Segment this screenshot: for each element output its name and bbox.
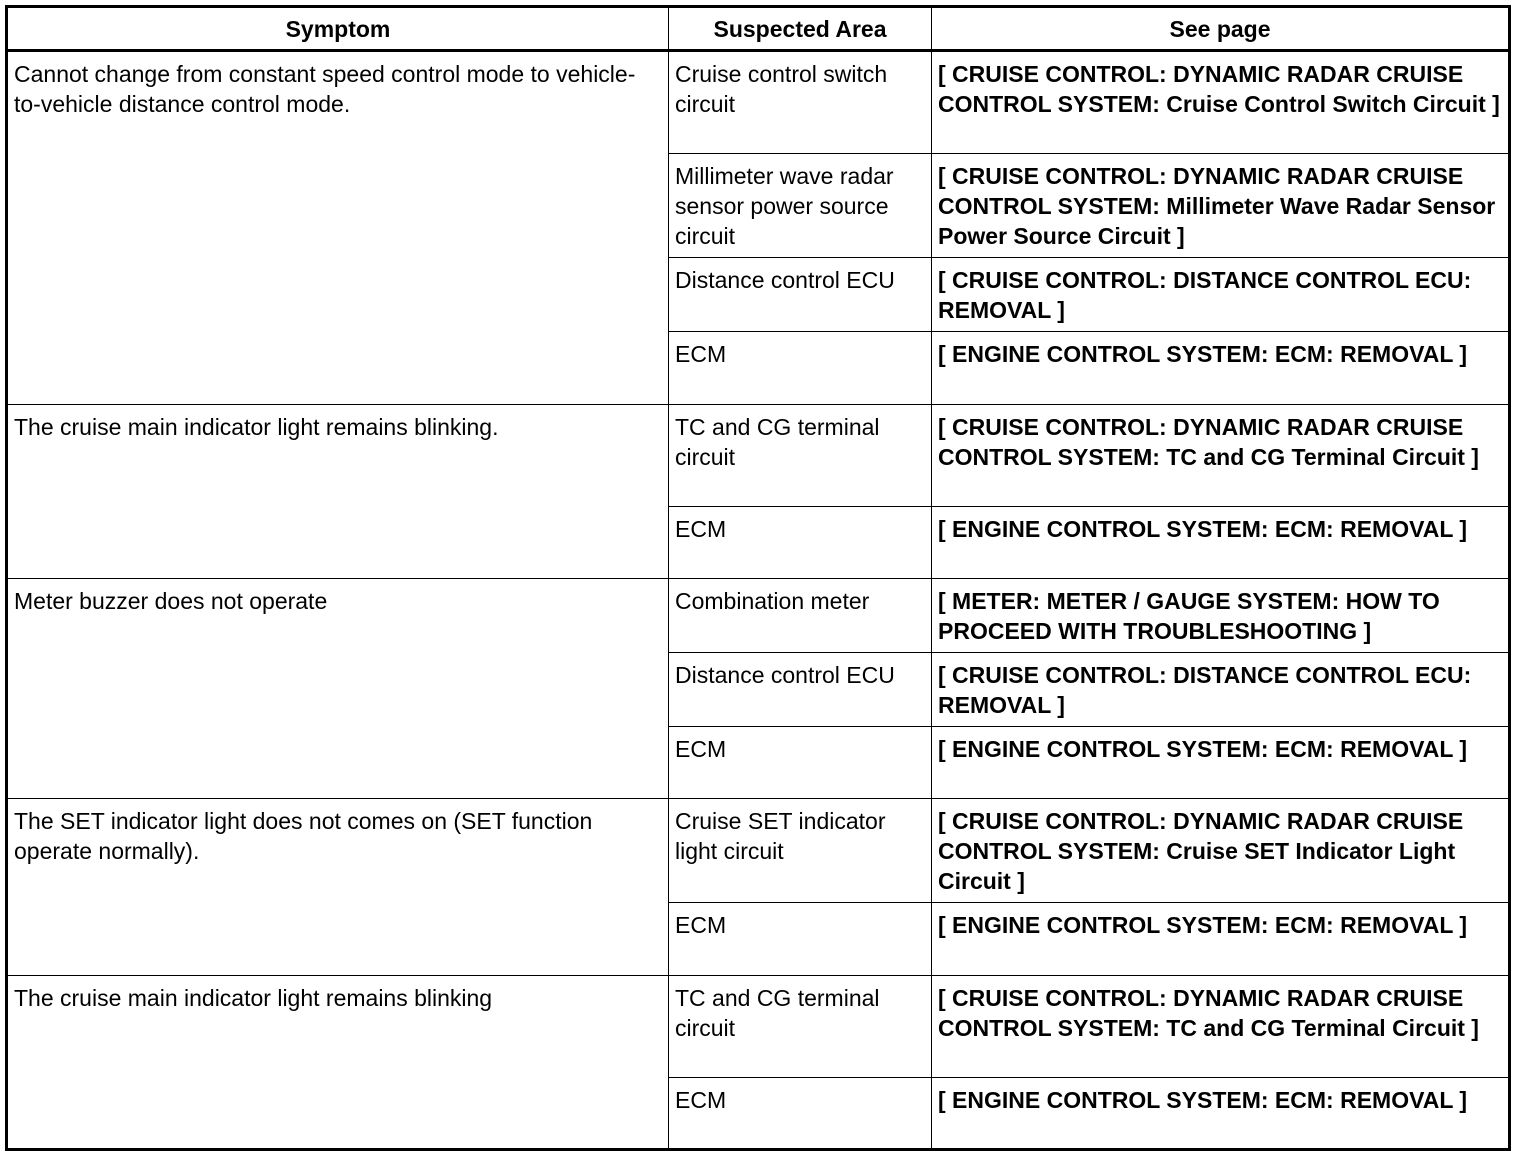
table-row (7, 579, 1510, 653)
table-row (7, 799, 1510, 903)
suspected-area-cell: Cruise control switch circuit (669, 51, 932, 154)
table-row (7, 51, 1510, 154)
suspected-area-cell: Millimeter wave radar sensor power source circuit (669, 154, 932, 258)
see-page-link[interactable]: [ CRUISE CONTROL: DISTANCE CONTROL ECU: REMOVAL ] (932, 258, 1510, 332)
suspected-area-cell: Distance control ECU (669, 653, 932, 727)
see-page-link[interactable]: [ CRUISE CONTROL: DISTANCE CONTROL ECU: REMOVAL ] (932, 653, 1510, 727)
suspected-area-cell: ECM (669, 332, 932, 405)
symptom-cell: The cruise main indicator light remains blinking. (7, 405, 669, 579)
see-page-link[interactable]: [ ENGINE CONTROL SYSTEM: ECM: REMOVAL ] (932, 727, 1510, 799)
troubleshooting-table (5, 5, 1511, 1151)
header-symptom: Symptom (7, 7, 669, 51)
symptom-cell: The SET indicator light does not comes on (SET function operate normally). (7, 799, 669, 976)
see-page-link[interactable]: [ ENGINE CONTROL SYSTEM: ECM: REMOVAL ] (932, 903, 1510, 976)
suspected-area-cell: TC and CG terminal circuit (669, 976, 932, 1078)
suspected-area-cell: Combination meter (669, 579, 932, 653)
symptom-cell: The cruise main indicator light remains blinking (7, 976, 669, 1150)
see-page-link[interactable]: [ CRUISE CONTROL: DYNAMIC RADAR CRUISE CONTROL SYSTEM: TC and CG Terminal Circuit ] (932, 405, 1510, 507)
suspected-area-cell: ECM (669, 1078, 932, 1150)
see-page-link[interactable]: [ CRUISE CONTROL: DYNAMIC RADAR CRUISE CONTROL SYSTEM: Millimeter Wave Radar Sensor Power Source Circuit ] (932, 154, 1510, 258)
suspected-area-cell: Distance control ECU (669, 258, 932, 332)
symptom-cell: Cannot change from constant speed control mode to vehicle-to-vehicle distance control mode. (7, 51, 669, 405)
see-page-link[interactable]: [ CRUISE CONTROL: DYNAMIC RADAR CRUISE CONTROL SYSTEM: Cruise SET Indicator Light Circuit ] (932, 799, 1510, 903)
suspected-area-cell: TC and CG terminal circuit (669, 405, 932, 507)
see-page-link[interactable]: [ ENGINE CONTROL SYSTEM: ECM: REMOVAL ] (932, 332, 1510, 405)
suspected-area-cell: Cruise SET indicator light circuit (669, 799, 932, 903)
see-page-link[interactable]: [ ENGINE CONTROL SYSTEM: ECM: REMOVAL ] (932, 507, 1510, 579)
see-page-link[interactable]: [ METER: METER / GAUGE SYSTEM: HOW TO PROCEED WITH TROUBLESHOOTING ] (932, 579, 1510, 653)
suspected-area-cell: ECM (669, 903, 932, 976)
suspected-area-cell: ECM (669, 507, 932, 579)
suspected-area-cell: ECM (669, 727, 932, 799)
see-page-link[interactable]: [ ENGINE CONTROL SYSTEM: ECM: REMOVAL ] (932, 1078, 1510, 1150)
table-row (7, 976, 1510, 1078)
symptom-cell: Meter buzzer does not operate (7, 579, 669, 799)
table-row (7, 405, 1510, 507)
header-see-page: See page (932, 7, 1510, 51)
see-page-link[interactable]: [ CRUISE CONTROL: DYNAMIC RADAR CRUISE CONTROL SYSTEM: Cruise Control Switch Circuit ] (932, 51, 1510, 154)
header-row (7, 7, 1510, 51)
header-suspected-area: Suspected Area (669, 7, 932, 51)
see-page-link[interactable]: [ CRUISE CONTROL: DYNAMIC RADAR CRUISE CONTROL SYSTEM: TC and CG Terminal Circuit ] (932, 976, 1510, 1078)
